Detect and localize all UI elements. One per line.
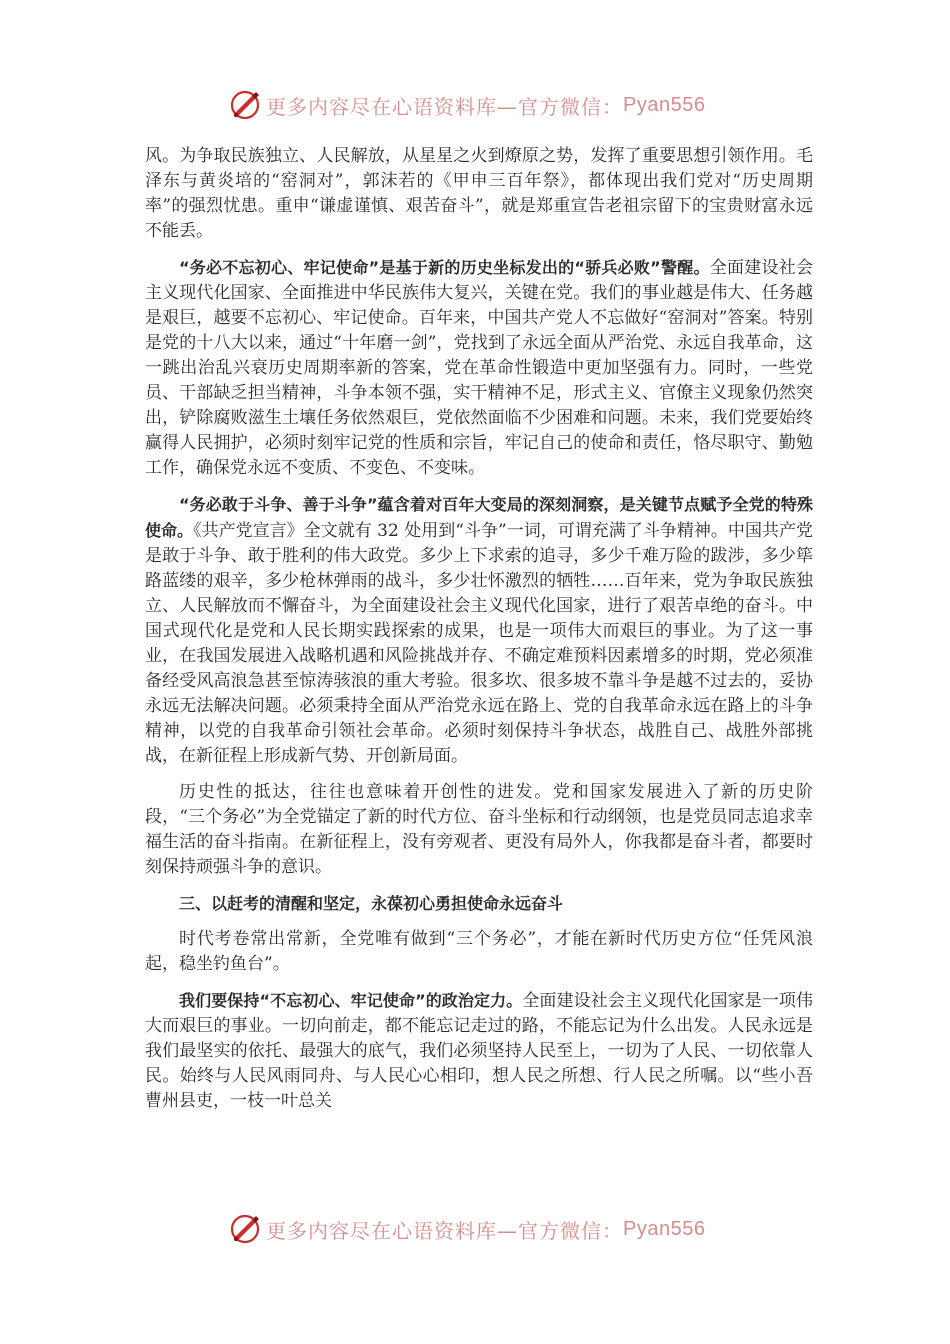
pen-logo-icon [228, 88, 262, 122]
section-heading: 三、以赶考的清醒和坚定，永葆初心勇担使命永远奋斗 [179, 894, 564, 913]
paragraph-text: 《共产党宣言》全文就有 32 处用到“斗争”一词，可谓充满了斗争精神。中国共产党是敢于斗争、敢于胜利的伟大政党。多少上下求索的追寻，多少千难万险的跋涉，多少筚路蓝缕的艰辛，多少枪林弹雨的战斗，多少壮怀激烈的牺牲……百年来，党为争取民族独立、人民解放而不懈奋斗，为全面建设社会主义现代化国家，进行了艰苦卓绝的奋斗。中国式现代化是党和人民长期实践探索的成果，也是一项伟大而艰巨的事业。为了这一事业，在我国发展进入战略机遇和风险挑战并存、不确定难预料因素增多的时期，党必须准备经受风高浪急甚至惊涛骇浪的重大考验。很多坎、很多坡不靠斗争是越不过去的，妥协永远无法解决问题。必须秉持全面从严治党永远在路上、党的自我革命永远在路上的斗争精神，以党的自我革命引领社会革命。必须时刻保持斗争状态，战胜自己、战胜外部挑战，在新征程上形成新气势、开创新局面。 [145, 521, 813, 766]
paragraph-text: 风。为争取民族独立、人民解放，从星星之火到燎原之势，发挥了重要思想引领作用。毛泽东与黄炎培的“窑洞对”，郭沫若的《甲申三百年祭》，都体现出我们党对“历史周期率”的强烈忧患。重申“谦虚谨慎、艰苦奋斗”，就是郑重宣告老祖宗留下的宝贵财富永远不能丢。 [145, 146, 813, 241]
pen-logo-icon [228, 1212, 262, 1246]
paragraph-text: 全面建设社会主义现代化国家是一项伟大而艰巨的事业。一切向前走，都不能忘记走过的路，不能忘记为什么出发。人民永远是我们最坚实的依托、最强大的底气，我们必须坚持人民至上，一切为了人民、一切依靠人民。始终与人民风雨同舟、与人民心心相印，想人民之所想、行人民之所嘱。以“些小吾曹州县吏，一枝一叶总关 [145, 991, 813, 1111]
article-body [145, 144, 813, 1114]
paragraph [145, 144, 813, 244]
paragraph-text: 时代考卷常出常新，全党唯有做到“三个务必”，才能在新时代历史方位“任凭风浪起，稳坐钓鱼台”。 [145, 929, 813, 974]
watermark-text: 更多内容尽在心语资料库—官方微信： [266, 94, 623, 119]
watermark-wechat-id: Pyan556 [623, 93, 706, 116]
paragraph-text: 全面建设社会主义现代化国家、全面推进中华民族伟大复兴，关键在党。我们的事业越是伟大、任务越是艰巨，越要不忘初心、牢记使命。百年来，中国共产党人不忘做好“窑洞对”答案。特别是党的十八大以来，通过“十年磨一剑”，党找到了永远全面从严治党、永远自我革命，这一跳出治乱兴衰历史周期率新的答案，党在革命性锻造中更加坚强有力。同时，一些党员、干部缺乏担当精神，斗争本领不强，实干精神不足，形式主义、官僚主义现象仍然突出，铲除腐败滋生土壤任务依然艰巨，党依然面临不少困难和问题。未来，我们党要始终赢得人民拥护，必须时刻牢记党的性质和宗旨，牢记自己的使命和责任，恪尽职守、勤勉工作，确保党永远不变质、不变色、不变味。 [145, 258, 813, 478]
paragraph [145, 988, 813, 1114]
paragraph [145, 255, 813, 481]
paragraph-lead: “务必敢于斗争、善于斗争”蕴含着对百年大变局的深刻洞察，是关键节点赋予全党的特殊使命。 [145, 495, 813, 540]
paragraph [145, 780, 813, 880]
watermark-header [228, 88, 748, 122]
paragraph-lead: “务必不忘初心、牢记使命”是基于新的历史坐标发出的“骄兵必败”警醒。 [179, 258, 710, 277]
watermark-text: 更多内容尽在心语资料库—官方微信： [266, 1218, 623, 1243]
paragraph-text: 历史性的抵达，往往也意味着开创性的进发。党和国家发展进入了新的历史阶段，“三个务必”为全党锚定了新的时代方位、奋斗坐标和行动纲领，也是党员同志追求幸福生活的奋斗指南。在新征程上，没有旁观者、更没有局外人，你我都是奋斗者，都要时刻保持顽强斗争的意识。 [145, 782, 813, 877]
paragraph [145, 492, 813, 769]
watermark-footer [228, 1212, 748, 1246]
paragraph [145, 927, 813, 977]
paragraph-lead: 我们要保持“不忘初心、牢记使命”的政治定力。 [179, 991, 523, 1010]
watermark-wechat-id: Pyan556 [623, 1217, 706, 1240]
